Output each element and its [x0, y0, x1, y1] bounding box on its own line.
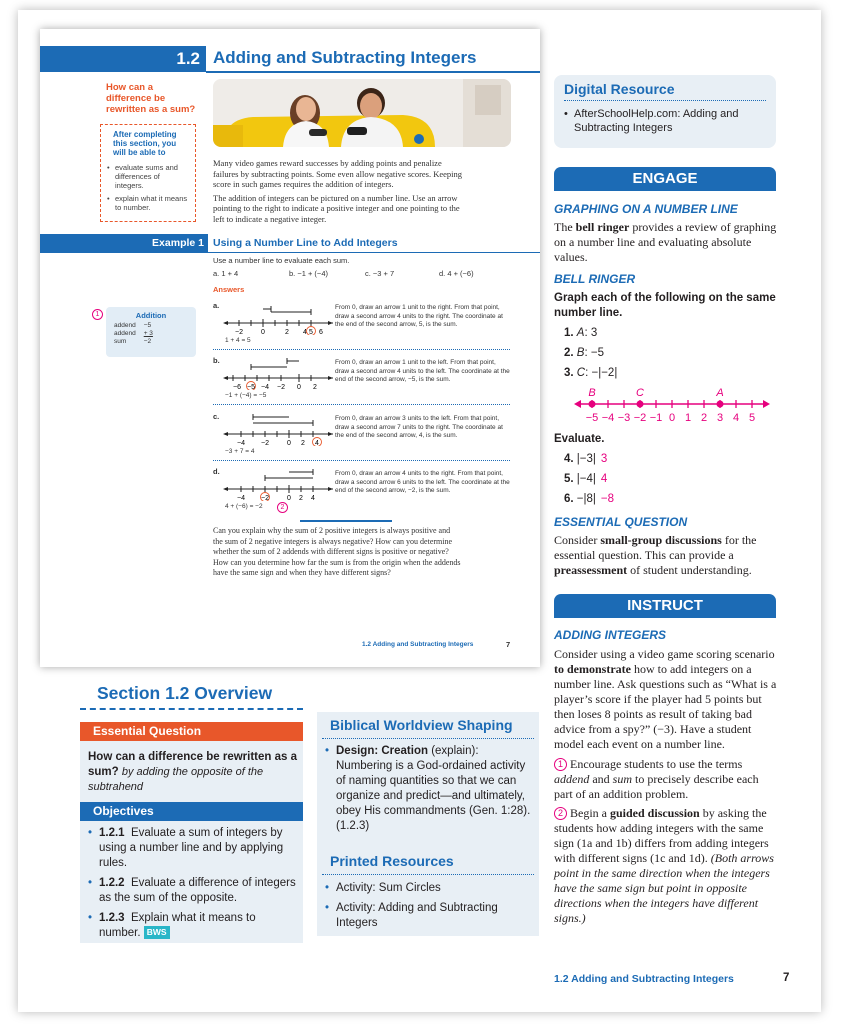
point-A: [717, 401, 724, 408]
objective-item: [88, 826, 298, 871]
overview-right-panel: [317, 712, 539, 936]
objective-text: Evaluate a difference of integers as the sum of the opposite.: [99, 877, 296, 904]
tick-label: −5: [585, 412, 599, 424]
point-item: [564, 347, 604, 359]
expression: |−3|: [576, 453, 596, 465]
tick-label: −2: [277, 384, 285, 390]
answer-c: [213, 412, 503, 462]
item-number: 1.: [564, 327, 574, 339]
tick-label: 5: [748, 412, 756, 424]
expression: |−4|: [576, 473, 596, 485]
item-number: 6.: [564, 493, 574, 505]
section-header: [40, 46, 540, 72]
answer-label: a.: [213, 301, 220, 310]
answer-separator: [213, 460, 510, 461]
tick-label: −1: [649, 412, 663, 424]
text-run: Consider: [554, 533, 601, 547]
essential-question-heading: ESSENTIAL QUESTION: [554, 515, 688, 529]
tick-label: −6: [233, 384, 241, 390]
instruct-paragraph-2: [554, 757, 779, 802]
text-run: preassessment: [554, 563, 628, 577]
answer-description: From 0, draw an arrow 3 units to the left. From that point, draw a second arrow 7 units to the right. The coordinate at the end of the second arrow, 4, is the sum.: [335, 415, 503, 439]
evaluate-item: [564, 453, 607, 465]
note-number-1: 1: [92, 309, 103, 320]
evaluate-item: [564, 493, 614, 505]
intro-text: [213, 158, 463, 227]
example-title: Using a Number Line to Add Integers: [213, 237, 398, 249]
point-value: : −|−2|: [585, 367, 618, 379]
point-var: A: [576, 327, 585, 339]
answer-d: [213, 467, 510, 517]
divider: [322, 874, 534, 875]
text-run: Begin a: [567, 806, 610, 820]
note-number-2: 2: [277, 502, 288, 513]
tick-label: 4: [732, 412, 740, 424]
tick-label: −4: [261, 384, 269, 390]
biblical-worldview-text: [325, 744, 535, 834]
problem-item: c. −3 + 7: [365, 269, 395, 278]
answer-description: From 0, draw an arrow 1 unit to the left. From that point, draw a second arrow 4 units to the left. The coordinate at the end of the second arrow, −5, is the sum.: [335, 359, 510, 383]
point-value: : 3: [584, 327, 598, 339]
point-label: A: [716, 387, 724, 399]
bell-ringer-question: Graph each of the following on the same number line.: [554, 292, 776, 319]
instruct-paragraph-3: [554, 806, 779, 926]
adding-integers-heading: ADDING INTEGERS: [554, 628, 667, 642]
objective-number: 1.2.2: [99, 877, 125, 889]
text-run: The: [554, 220, 576, 234]
objective-text: Explain what it means to number.: [99, 912, 256, 939]
tick-label: −2: [261, 440, 269, 446]
example-rule: [208, 252, 540, 253]
note-number-1: 1: [554, 758, 567, 771]
tick-label: 3: [716, 412, 724, 424]
text-run: to precisely describe each part of an addition problem.: [554, 772, 759, 801]
text-run: small-group discussions: [600, 533, 722, 547]
number-line-b: [223, 356, 333, 390]
answer-label: b.: [213, 356, 220, 365]
addition-table: [112, 322, 159, 346]
text-run: Consider using a video game scoring scenario: [554, 647, 775, 661]
answer-separator: [213, 404, 510, 405]
objective-text: Evaluate a sum of integers by using a number line and by applying rules.: [99, 827, 284, 869]
tick-label: 2: [299, 495, 303, 501]
tick-label: −2: [633, 412, 647, 424]
graphing-heading: GRAPHING ON A NUMBER LINE: [554, 202, 738, 216]
tick-label: 2: [700, 412, 708, 424]
number-line-c: [223, 412, 333, 446]
closing-rule: [300, 520, 392, 522]
example-header: [40, 234, 540, 253]
answers-label: Answers: [213, 285, 245, 294]
text-run: of student understanding.: [627, 563, 752, 577]
instruct-bar: INSTRUCT: [554, 594, 776, 618]
intro-paragraph: Many video games reward successes by adding points and penalize failures by subtracting points. Some even allow negative scores. Keeping score in such games requires the addition of integers.: [213, 158, 463, 189]
bell-ringer-number-line: [574, 384, 770, 426]
text-run: to demonstrate: [554, 662, 631, 676]
objective-number: 1.2.1: [99, 827, 125, 839]
inner-footer-title: 1.2 Adding and Subtracting Integers: [362, 641, 474, 648]
addition-box: [106, 307, 196, 357]
essential-question-paragraph: [554, 533, 779, 578]
section-title: Adding and Subtracting Integers: [213, 48, 477, 67]
answer-value: −8: [600, 493, 615, 505]
item-number: 4.: [564, 453, 574, 465]
digital-resource-link[interactable]: • AfterSchoolHelp.com: Adding and Subtracting Integers: [564, 107, 766, 135]
tick-label: 5: [309, 329, 313, 335]
answer-equation: −3 + 7 = 4: [225, 448, 255, 455]
digital-resource-box: [554, 75, 776, 148]
point-item: [564, 327, 597, 339]
tick-label: 0: [668, 412, 676, 424]
tick-label: 4: [311, 495, 315, 501]
gaming-photo: [213, 79, 511, 147]
tick-label: 0: [287, 495, 291, 501]
addition-value: −5: [143, 322, 152, 329]
text-run: for the essential question. This can provide a: [554, 533, 757, 562]
tick-label: 2: [285, 329, 289, 335]
printed-resources-list: [325, 881, 535, 936]
section-rule: [206, 71, 540, 73]
answer-label: c.: [213, 412, 220, 421]
engage-bar: ENGAGE: [554, 167, 776, 191]
addition-value: −2: [143, 338, 152, 345]
digital-resource-title: Digital Resource: [564, 81, 766, 101]
page-number: 7: [783, 972, 790, 984]
tick-label: −2: [261, 495, 269, 501]
objective-number: 1.2.3: [99, 912, 125, 924]
point-C: [637, 401, 644, 408]
answer-equation: 1 + 4 = 5: [225, 337, 251, 344]
problem-item: d. 4 + (−6): [439, 269, 474, 278]
text-run: Encourage students to use the terms: [567, 757, 743, 771]
answer-description: From 0, draw an arrow 4 units to the right. From that point, draw a second arrow 6 units to the left. The coordinate at the end of the second arrow, −2, is the sum.: [335, 470, 510, 494]
example-instruction: Use a number line to evaluate each sum.: [213, 256, 350, 265]
graphing-paragraph: [554, 220, 779, 265]
tick-label: 0: [297, 384, 301, 390]
bell-ringer-heading: BELL RINGER: [554, 272, 636, 286]
overview-title: Section 1.2 Overview: [97, 683, 273, 703]
point-B: [589, 401, 596, 408]
point-value: : −5: [584, 347, 604, 359]
tick-label: 0: [261, 329, 265, 335]
bws-badge: BWS: [144, 926, 170, 939]
answer-separator: [213, 349, 510, 350]
text-run: how to add integers on a number line. Ask questions such as “What is a player’s score if the player had 5 points but then loses 8 points as result of taking bad advice from a spy?” (−3). Have a student model each event on a number line.: [554, 662, 777, 751]
addition-value: + 3: [143, 330, 153, 337]
addition-term: sum: [114, 338, 127, 345]
divider: [322, 738, 534, 739]
objectives-list: [88, 826, 298, 946]
number-line-d: [223, 467, 333, 501]
problem-item: a. 1 + 4: [213, 269, 239, 278]
overview-left-panel: [80, 722, 303, 943]
point-item: [564, 367, 617, 379]
answer-value: 4: [600, 473, 608, 485]
printed-resource-item: • Activity: Adding and Subtracting Integers: [325, 901, 535, 931]
text-run: and: [589, 772, 613, 786]
item-number: 2.: [564, 347, 574, 359]
evaluate-item: [564, 473, 607, 485]
answer-equation: 4 + (−6) = −2: [225, 503, 263, 510]
essential-question-bar: Essential Question: [80, 722, 303, 741]
tick-label: 6: [319, 329, 323, 335]
tick-label: 4: [315, 440, 319, 446]
objective-item: [88, 876, 298, 906]
instruct-paragraph-1: [554, 647, 779, 752]
tick-label: −5: [247, 384, 255, 390]
item-number: 3.: [564, 367, 574, 379]
inner-page-number: 7: [506, 640, 511, 649]
point-var: B: [576, 347, 585, 359]
addition-title: Addition: [135, 311, 167, 320]
example-label: Example 1: [40, 234, 208, 253]
problem-item: b. −1 + (−4): [289, 269, 328, 278]
biblical-worldview-title: Biblical Worldview Shaping: [330, 717, 513, 733]
text-run: by asking the students how adding integers with the same sign (1a and 1b) differs from adding integers with different signs (1c and 1d).: [554, 806, 769, 865]
number-line-a: [223, 301, 333, 335]
note-number-2: 2: [554, 807, 567, 820]
tick-label: 2: [301, 440, 305, 446]
point-label: C: [636, 387, 644, 399]
section-number: 1.2: [40, 46, 206, 72]
item-number: 5.: [564, 473, 574, 485]
tick-label: 2: [313, 384, 317, 390]
objectives-bar: Objectives: [80, 802, 303, 821]
text-run: sum: [612, 772, 632, 786]
goal-item: • evaluate sums and differences of integers.: [107, 163, 189, 190]
tick-label: −3: [617, 412, 631, 424]
answer-equation: −1 + (−4) = −5: [225, 392, 267, 399]
intro-paragraph: The addition of integers can be pictured on a number line. Use an arrow pointing to the right to indicate a positive integer and one pointing to the left to indicate a negative integer.: [213, 192, 460, 224]
text-run: addend: [554, 772, 590, 786]
essential-question-text: [88, 750, 298, 795]
answer-value: 3: [600, 453, 608, 465]
addition-term: addend: [114, 322, 136, 329]
addition-term: addend: [114, 330, 136, 337]
answer-b: [213, 356, 510, 406]
text-run: provides a review of graphing on a number line and evaluating absolute values.: [554, 220, 777, 264]
overview-divider: [80, 708, 303, 710]
point-label: B: [588, 387, 596, 399]
goals-title: After completing this section, you will be able to: [113, 130, 177, 157]
expression: −|8|: [576, 493, 596, 505]
goal-item: • explain what it means to number.: [107, 194, 189, 212]
objective-item: [88, 911, 298, 941]
text-run: by adding the opposite of the subtrahend: [88, 766, 264, 793]
footer-title: 1.2 Adding and Subtracting Integers: [554, 973, 734, 985]
tick-label: −4: [237, 495, 245, 501]
text-run: (explain): Numbering is a God-ordained activity of naming quantities so that we can organize and predict—and ultimately, obey His commandments (Gen. 1:28). (1.2.3): [336, 745, 531, 832]
answer-description: From 0, draw an arrow 1 unit to the right. From that point, draw a second arrow 4 units to the right. The coordinate at the end of the second arrow, 5, is the sum.: [335, 304, 503, 328]
goals-box: [100, 124, 196, 222]
tick-label: 0: [287, 440, 291, 446]
text-run: guided discussion: [610, 806, 700, 820]
student-page-thumbnail: [40, 29, 540, 667]
tick-label: 1: [684, 412, 692, 424]
point-var: C: [576, 367, 586, 379]
text-run: (Both arrows point in the same direction when the integers have the same sign but point in opposite directions when the integers have different signs.): [554, 851, 774, 925]
closing-questions: Can you explain why the sum of 2 positive integers is always positive and the sum of 2 negative integers is always negative? How can you determine whether the sum of 2 addends with different signs is positive or negative? How can you determine how far the sum is from the origin when the addends have the same sign and when they have different signs?: [213, 526, 461, 577]
text-run: How can a difference be rewritten as a sum?: [88, 751, 297, 778]
printed-resources-title: Printed Resources: [330, 853, 454, 869]
tick-label: −4: [601, 412, 615, 424]
evaluate-label: Evaluate.: [554, 433, 605, 445]
tick-label: −2: [235, 329, 243, 335]
tick-label: 4: [303, 329, 307, 335]
text-run: Design: Creation: [336, 745, 429, 757]
printed-resource-item: • Activity: Sum Circles: [325, 881, 535, 896]
tick-label: −4: [237, 440, 245, 446]
answer-label: d.: [213, 467, 220, 476]
guiding-question: How can a difference be rewritten as a sum?: [106, 82, 196, 115]
text-run: bell ringer: [575, 220, 630, 234]
answer-a: [213, 301, 503, 351]
